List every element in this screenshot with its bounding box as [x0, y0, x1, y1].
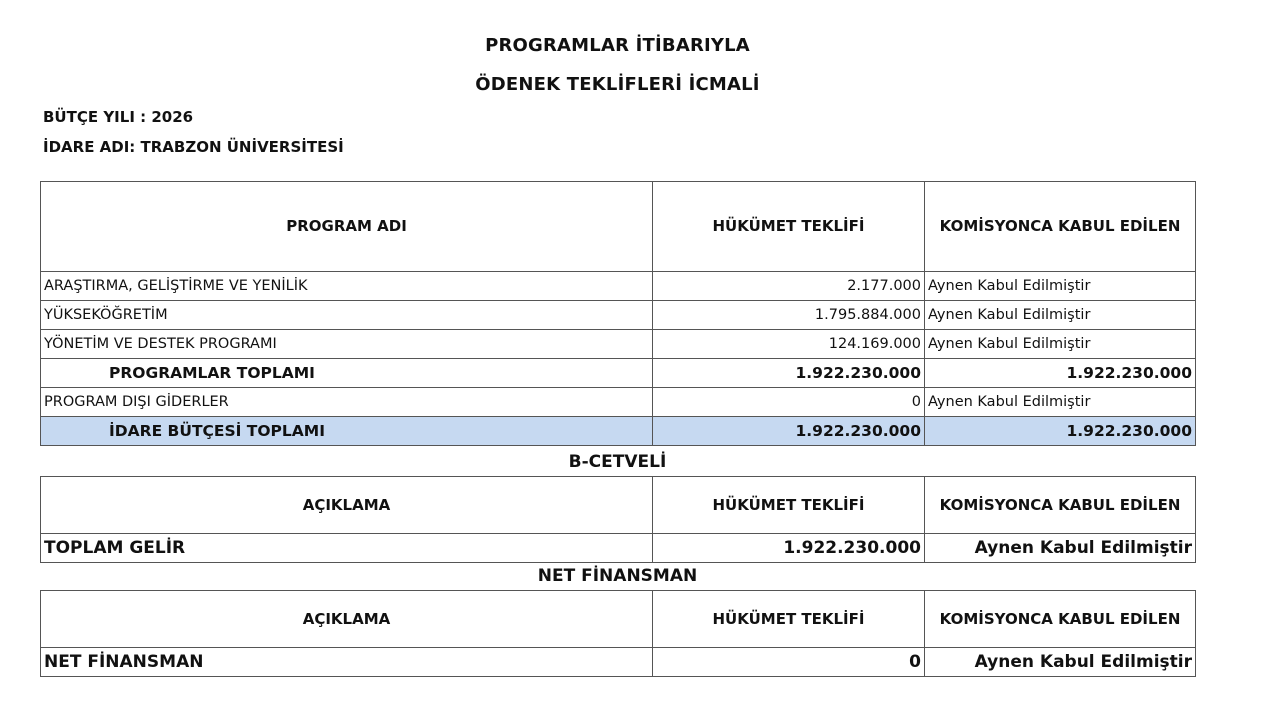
institution-name: İDARE ADI: TRABZON ÜNİVERSİTESİ — [43, 138, 344, 156]
programs-total-label: PROGRAMLAR TOPLAMI — [41, 359, 653, 388]
net-financing-label: NET FİNANSMAN — [41, 648, 653, 677]
total-income-commission: Aynen Kabul Edilmiştir — [925, 534, 1196, 563]
net-financing-row — [41, 648, 1196, 677]
b-cetveli-title: B-CETVELİ — [568, 452, 667, 472]
column-header-commission-accepted: KOMİSYONCA KABUL EDİLEN — [925, 477, 1196, 534]
column-header-government-proposal: HÜKÜMET TEKLİFİ — [653, 182, 925, 272]
total-income-government: 1.922.230.000 — [653, 534, 925, 563]
commission-status: Aynen Kabul Edilmiştir — [925, 388, 1196, 417]
total-income-row — [41, 534, 1196, 563]
government-proposal-value: 0 — [653, 388, 925, 417]
column-header-description: AÇIKLAMA — [41, 477, 653, 534]
column-header-government-proposal: HÜKÜMET TEKLİFİ — [653, 591, 925, 648]
table-header-row — [41, 591, 1196, 648]
net-finansman-table — [40, 590, 1196, 677]
column-header-program: PROGRAM ADI — [41, 182, 653, 272]
budget-year: BÜTÇE YILI : 2026 — [43, 108, 194, 126]
net-financing-commission: Aynen Kabul Edilmiştir — [925, 648, 1196, 677]
commission-status: Aynen Kabul Edilmiştir — [925, 301, 1196, 330]
document-title-line-2: ÖDENEK TEKLİFLERİ İCMALİ — [475, 74, 760, 95]
table-row — [41, 330, 1196, 359]
program-name: YÖNETİM VE DESTEK PROGRAMI — [41, 330, 653, 359]
programs-total-row — [41, 359, 1196, 388]
institution-total-label: İDARE BÜTÇESİ TOPLAMI — [41, 417, 653, 446]
column-header-commission-accepted: KOMİSYONCA KABUL EDİLEN — [925, 591, 1196, 648]
commission-status: Aynen Kabul Edilmiştir — [925, 330, 1196, 359]
program-name: YÜKSEKÖĞRETİM — [41, 301, 653, 330]
document-title-line-1: PROGRAMLAR İTİBARIYLA — [485, 35, 750, 56]
programs-total-commission: 1.922.230.000 — [925, 359, 1196, 388]
program-appropriations-table — [40, 181, 1196, 446]
institution-budget-total-row — [41, 417, 1196, 446]
column-header-description: AÇIKLAMA — [41, 591, 653, 648]
column-header-government-proposal: HÜKÜMET TEKLİFİ — [653, 477, 925, 534]
institution-total-government: 1.922.230.000 — [653, 417, 925, 446]
programs-total-government: 1.922.230.000 — [653, 359, 925, 388]
program-name: ARAŞTIRMA, GELİŞTİRME VE YENİLİK — [41, 272, 653, 301]
table-row — [41, 301, 1196, 330]
net-finansman-title: NET FİNANSMAN — [537, 566, 698, 586]
table-header-row — [41, 182, 1196, 272]
column-header-commission-accepted: KOMİSYONCA KABUL EDİLEN — [925, 182, 1196, 272]
government-proposal-value: 2.177.000 — [653, 272, 925, 301]
b-cetveli-table — [40, 476, 1196, 563]
government-proposal-value: 124.169.000 — [653, 330, 925, 359]
table-header-row — [41, 477, 1196, 534]
table-row — [41, 272, 1196, 301]
program-name: PROGRAM DIŞI GİDERLER — [41, 388, 653, 417]
institution-total-commission: 1.922.230.000 — [925, 417, 1196, 446]
net-financing-government: 0 — [653, 648, 925, 677]
table-row — [41, 388, 1196, 417]
commission-status: Aynen Kabul Edilmiştir — [925, 272, 1196, 301]
total-income-label: TOPLAM GELİR — [41, 534, 653, 563]
government-proposal-value: 1.795.884.000 — [653, 301, 925, 330]
